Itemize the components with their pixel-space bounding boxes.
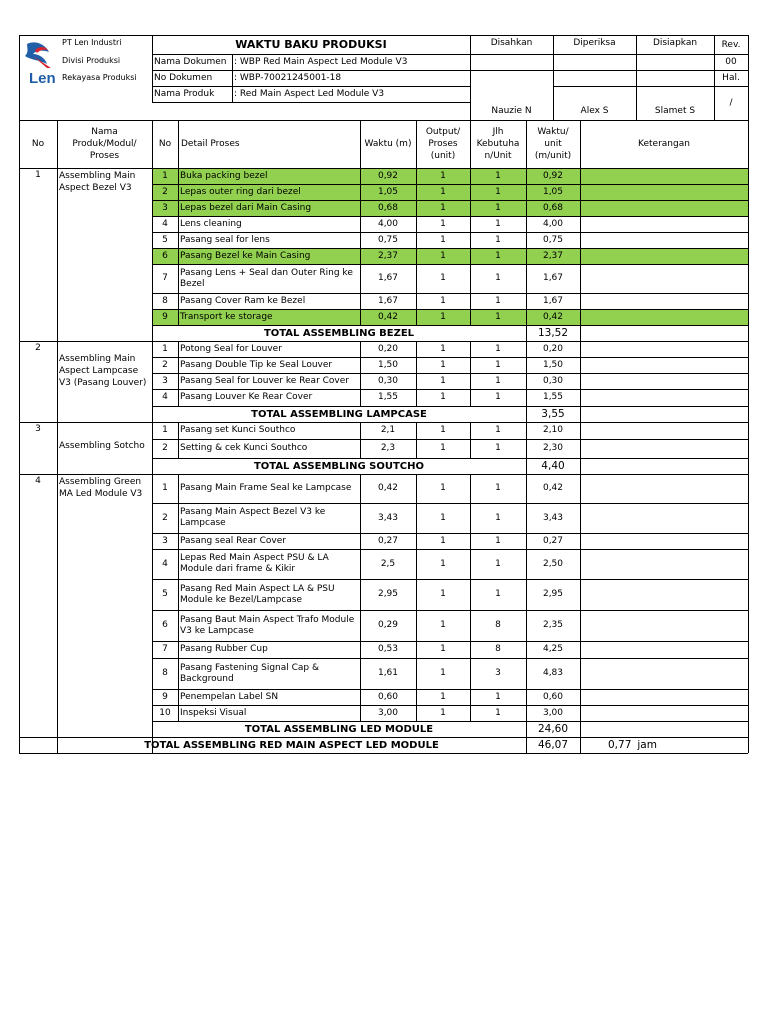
row-time: 1,67 [377, 273, 399, 283]
row-time: 1,61 [377, 668, 399, 678]
group-total-value: 3,55 [541, 407, 565, 420]
row-time-unit: 3,00 [542, 707, 564, 718]
row-output: 1 [440, 295, 446, 306]
row-time-unit: 0,30 [542, 375, 564, 386]
group-total-label: TOTAL ASSEMBLING BEZEL [263, 327, 415, 339]
row-time-unit: 1,67 [542, 295, 564, 306]
row-time: 4,00 [377, 218, 399, 229]
row-detail: Pasang Red Main Aspect LA & PSU Module ke Bezel/Lampcase [180, 583, 335, 605]
col-product-header: Nama Produk/Modul/ Proses [72, 127, 137, 161]
row-detail: Pasang Main Aspect Bezel V3 ke Lampcase [180, 507, 326, 528]
row-need: 8 [495, 644, 501, 654]
col-detail-header: Detail Proses [181, 139, 240, 149]
row-time-unit: 0,42 [542, 483, 564, 493]
row-output: 1 [440, 218, 446, 229]
checked-label: Diperiksa [573, 38, 616, 48]
hours-value: 0,77 [608, 739, 632, 751]
page-value: / [729, 98, 733, 108]
rev-label: Rev. [721, 39, 741, 50]
row-time-unit: 2,95 [542, 589, 564, 599]
row-number: 3 [162, 202, 168, 213]
row-need: 1 [495, 202, 501, 213]
row-need: 1 [495, 535, 501, 546]
document-title: WAKTU BAKU PRODUKSI [235, 37, 387, 51]
grand-total-hours [580, 737, 748, 753]
row-need: 1 [495, 589, 501, 599]
row-output: 1 [440, 425, 446, 435]
grid-vline [470, 120, 471, 168]
group-name: Assembling Green MA Led Module V3 [59, 477, 143, 499]
grid-vline [470, 474, 471, 721]
row-need: 1 [495, 343, 501, 354]
row-output: 1 [440, 186, 446, 197]
group-name: Assembling Main Aspect Bezel V3 [59, 171, 136, 193]
row-time-unit: 0,42 [542, 311, 564, 322]
row-output: 1 [440, 343, 446, 354]
row-number: 4 [162, 558, 168, 569]
grid-vline [360, 168, 361, 325]
row-need: 1 [495, 375, 501, 386]
row-need: 1 [495, 359, 501, 370]
row-number: 8 [162, 668, 168, 678]
row-detail: Pasang set Kunci Southco [180, 425, 296, 435]
row-output: 1 [440, 512, 446, 523]
row-detail: Pasang Cover Ram ke Bezel [180, 295, 306, 306]
row-number: 10 [159, 707, 171, 718]
row-number: 1 [162, 483, 168, 493]
rev-value: 00 [725, 57, 737, 67]
grid-vline [470, 422, 471, 458]
group-name: Assembling Main Aspect Lampcase V3 (Pasang Louver) [59, 354, 147, 388]
row-need: 1 [495, 425, 501, 435]
grid-hline [714, 86, 748, 87]
row-time: 1,50 [377, 359, 399, 370]
row-detail: Lepas bezel dari Main Casing [180, 202, 312, 213]
row-time-unit: 1,55 [542, 392, 564, 402]
grid-hline [152, 102, 470, 103]
grid-vline [57, 120, 58, 753]
row-detail: Lepas Red Main Aspect PSU & LA Module dari frame & Kikir [180, 553, 329, 574]
checked-by: Alex S [580, 106, 609, 116]
product-value: : Red Main Aspect Led Module V3 [234, 89, 385, 99]
row-output: 1 [440, 668, 446, 678]
row-detail: Penempelan Label SN [180, 691, 279, 702]
grid-hline [152, 54, 714, 55]
grid-hline [19, 35, 748, 36]
row-number: 5 [162, 234, 168, 245]
row-need: 1 [495, 443, 501, 453]
row-time-unit: 0,60 [542, 691, 564, 702]
row-time-unit: 1,67 [542, 273, 564, 283]
row-detail: Pasang Main Frame Seal ke Lampcase [180, 483, 352, 493]
row-time: 0,42 [377, 483, 399, 493]
row-time: 0,92 [377, 170, 399, 181]
grid-vline [470, 35, 471, 120]
row-detail: Pasang Lens + Seal dan Outer Ring ke Bezel [180, 267, 353, 289]
row-number: 6 [162, 250, 168, 261]
grid-vline [553, 35, 554, 120]
row-need: 3 [495, 668, 501, 678]
group-total-value: 24,60 [537, 722, 569, 735]
doc-no-label: No Dokumen [154, 73, 213, 83]
grid-vline [416, 474, 417, 721]
row-time: 0,30 [377, 375, 399, 386]
row-number: 5 [162, 589, 168, 599]
row-number: 9 [162, 311, 168, 322]
row-detail: Pasang Baut Main Aspect Trafo Module V3 ke Lampcase [180, 614, 355, 636]
row-output: 1 [440, 589, 446, 599]
group-number: 3 [35, 424, 41, 434]
row-number: 2 [162, 512, 168, 523]
row-time: 1,67 [377, 295, 399, 306]
row-time: 2,95 [377, 589, 399, 599]
row-need: 1 [495, 558, 501, 569]
row-need: 1 [495, 170, 501, 181]
row-detail: Setting & cek Kunci Southco [180, 443, 308, 453]
row-detail: Lepas outer ring dari bezel [180, 186, 301, 197]
approved-by: Nauzie N [491, 106, 532, 116]
row-time: 0,60 [377, 691, 399, 702]
doc-name-label: Nama Dokumen [154, 57, 227, 67]
row-number: 9 [162, 691, 168, 702]
row-need: 1 [495, 218, 501, 229]
group-total-value: 4,40 [541, 459, 565, 472]
row-time-unit: 0,92 [542, 170, 564, 181]
grid-vline [178, 474, 179, 721]
row-output: 1 [440, 483, 446, 493]
row-need: 1 [495, 512, 501, 523]
grid-hline [19, 120, 748, 121]
row-time-unit: 4,00 [542, 218, 564, 229]
group-number: 1 [35, 170, 41, 180]
row-time: 0,42 [377, 311, 399, 322]
grid-vline [152, 35, 153, 102]
row-output: 1 [440, 707, 446, 718]
row-detail: Pasang Seal for Louver ke Rear Cover [180, 375, 349, 386]
row-number: 1 [162, 170, 168, 181]
grid-vline [232, 54, 233, 102]
row-number: 3 [162, 535, 168, 546]
group-total-label: TOTAL ASSEMBLING LED MODULE [244, 723, 434, 735]
row-number: 1 [162, 343, 168, 354]
row-detail: Pasang Louver Ke Rear Cover [180, 392, 313, 402]
row-output: 1 [440, 691, 446, 702]
row-detail: Buka packing bezel [180, 170, 268, 181]
row-number: 7 [162, 273, 168, 283]
row-output: 1 [440, 375, 446, 386]
grid-hline [553, 86, 714, 87]
grid-hline [714, 70, 748, 71]
row-detail: Pasang seal for lens [180, 234, 270, 245]
row-time-unit: 0,75 [542, 234, 564, 245]
row-number: 7 [162, 644, 168, 654]
row-time-unit: 4,83 [542, 668, 564, 678]
group-name: Assembling Sotcho [59, 441, 145, 451]
row-time-unit: 2,37 [542, 250, 564, 261]
row-detail: Transport ke storage [180, 311, 273, 322]
row-time-unit: 2,30 [542, 443, 564, 453]
row-output: 1 [440, 558, 446, 569]
department-name: Rekayasa Produksi [62, 73, 137, 82]
row-time: 0,53 [377, 644, 399, 654]
row-time-unit: 0,27 [542, 535, 564, 546]
grid-vline [152, 120, 153, 753]
grid-vline [470, 341, 471, 406]
grid-vline [360, 422, 361, 458]
row-need: 1 [495, 311, 501, 322]
row-output: 1 [440, 359, 446, 370]
approved-label: Disahkan [490, 38, 533, 48]
logo-text: Len [29, 70, 56, 87]
row-output: 1 [440, 273, 446, 283]
row-need: 1 [495, 234, 501, 245]
grand-total-label: TOTAL ASSEMBLING RED MAIN ASPECT LED MODULE [144, 739, 439, 751]
doc-name-value: : WBP Red Main Aspect Led Module V3 [234, 57, 408, 67]
row-time-unit: 1,50 [542, 359, 564, 370]
row-detail: Potong Seal for Louver [180, 343, 282, 354]
row-time-unit: 0,68 [542, 202, 564, 213]
group-total-label: TOTAL ASSEMBLING SOUTCHO [253, 460, 425, 472]
row-need: 1 [495, 392, 501, 402]
row-output: 1 [440, 535, 446, 546]
row-number: 2 [162, 443, 168, 453]
grid-vline [748, 35, 749, 120]
company-name: PT Len Industri [62, 38, 122, 47]
row-time: 2,5 [380, 558, 396, 569]
row-output: 1 [440, 234, 446, 245]
row-output: 1 [440, 443, 446, 453]
grid-vline [360, 341, 361, 406]
row-time: 0,75 [377, 234, 399, 245]
row-time: 0,68 [377, 202, 399, 213]
col-no-header: No [31, 139, 45, 149]
row-number: 2 [162, 359, 168, 370]
row-time-unit: 2,10 [542, 425, 564, 435]
row-detail: Lens cleaning [180, 218, 242, 229]
col-time-unit-header: Waktu/ unit (m/unit) [534, 127, 572, 161]
grid-vline [178, 168, 179, 325]
row-need: 1 [495, 273, 501, 283]
row-need: 1 [495, 250, 501, 261]
row-time: 1,55 [377, 392, 399, 402]
row-output: 1 [440, 311, 446, 322]
product-label: Nama Produk [154, 89, 215, 99]
grid-vline [360, 120, 361, 168]
row-time: 3,43 [377, 512, 399, 523]
prepared-by: Slamet S [654, 106, 696, 116]
grand-total-value: 46,07 [537, 738, 569, 751]
row-number: 2 [162, 186, 168, 197]
row-output: 1 [440, 392, 446, 402]
grid-vline [360, 474, 361, 721]
col-remarks-header: Keterangan [638, 139, 690, 149]
col-time-header: Waktu (m) [364, 139, 412, 149]
group-number: 4 [35, 476, 41, 486]
grid-vline [416, 422, 417, 458]
row-time: 3,00 [377, 707, 399, 718]
row-detail: Inspeksi Visual [180, 707, 247, 718]
grid-vline [470, 168, 471, 325]
prepared-label: Disiapkan [652, 38, 698, 48]
row-time: 2,37 [377, 250, 399, 261]
doc-no-value: : WBP-70021245001-18 [234, 73, 342, 83]
grid-hline [152, 86, 470, 87]
grid-vline [714, 35, 715, 120]
row-time: 2,1 [380, 425, 396, 435]
hours-unit: jam [637, 739, 657, 751]
row-detail: Pasang seal Rear Cover [180, 535, 286, 546]
row-need: 1 [495, 186, 501, 197]
row-number: 4 [162, 218, 168, 229]
grand-total-divider [19, 753, 748, 754]
grid-vline [748, 120, 749, 753]
grid-hline [714, 54, 748, 55]
group-total-value: 13,52 [537, 326, 569, 339]
grid-vline [580, 120, 581, 753]
group-total-label: TOTAL ASSEMBLING LAMPCASE [251, 408, 427, 420]
col-proc-no-header: No [158, 139, 172, 149]
row-need: 1 [495, 691, 501, 702]
grid-vline [416, 168, 417, 325]
row-detail: Pasang Double Tip ke Seal Louver [180, 359, 333, 370]
grid-vline [178, 422, 179, 458]
row-detail: Pasang Rubber Cup [180, 644, 268, 654]
row-number: 6 [162, 620, 168, 630]
row-need: 1 [495, 483, 501, 493]
row-time-unit: 4,25 [542, 644, 564, 654]
row-time-unit: 2,50 [542, 558, 564, 569]
grid-vline [416, 120, 417, 168]
row-need: 1 [495, 295, 501, 306]
row-detail: Pasang Fastening Signal Cap & Background [180, 662, 320, 684]
row-detail: Pasang Bezel ke Main Casing [180, 250, 311, 261]
grid-hline [152, 70, 714, 71]
row-time-unit: 1,05 [542, 186, 564, 197]
division-name: Divisi Produksi [62, 56, 121, 65]
col-output-header: Output/ Proses (unit) [425, 127, 461, 161]
grid-vline [526, 120, 527, 753]
page-label: Hal. [722, 73, 740, 83]
row-need: 1 [495, 707, 501, 718]
row-time: 0,20 [377, 343, 399, 354]
grid-vline [19, 35, 20, 120]
row-number: 1 [162, 425, 168, 435]
grid-vline [178, 341, 179, 406]
row-output: 1 [440, 202, 446, 213]
row-number: 4 [162, 392, 168, 402]
grid-vline [19, 120, 20, 753]
row-time: 2,3 [380, 443, 396, 453]
row-output: 1 [440, 170, 446, 181]
row-number: 8 [162, 295, 168, 306]
row-output: 1 [440, 644, 446, 654]
grid-vline [178, 120, 179, 168]
row-need: 8 [495, 620, 501, 630]
row-output: 1 [440, 620, 446, 630]
group-number: 2 [35, 343, 41, 353]
row-time: 1,05 [377, 186, 399, 197]
row-time-unit: 3,43 [542, 512, 564, 523]
row-time-unit: 2,35 [542, 620, 564, 630]
row-number: 3 [162, 375, 168, 386]
row-time: 0,27 [377, 535, 399, 546]
grid-vline [636, 35, 637, 120]
row-output: 1 [440, 250, 446, 261]
col-need-header: Jlh Kebutuha n/Unit [476, 127, 520, 161]
row-time: 0,29 [377, 620, 399, 630]
row-time-unit: 0,20 [542, 343, 564, 354]
grid-vline [416, 341, 417, 406]
